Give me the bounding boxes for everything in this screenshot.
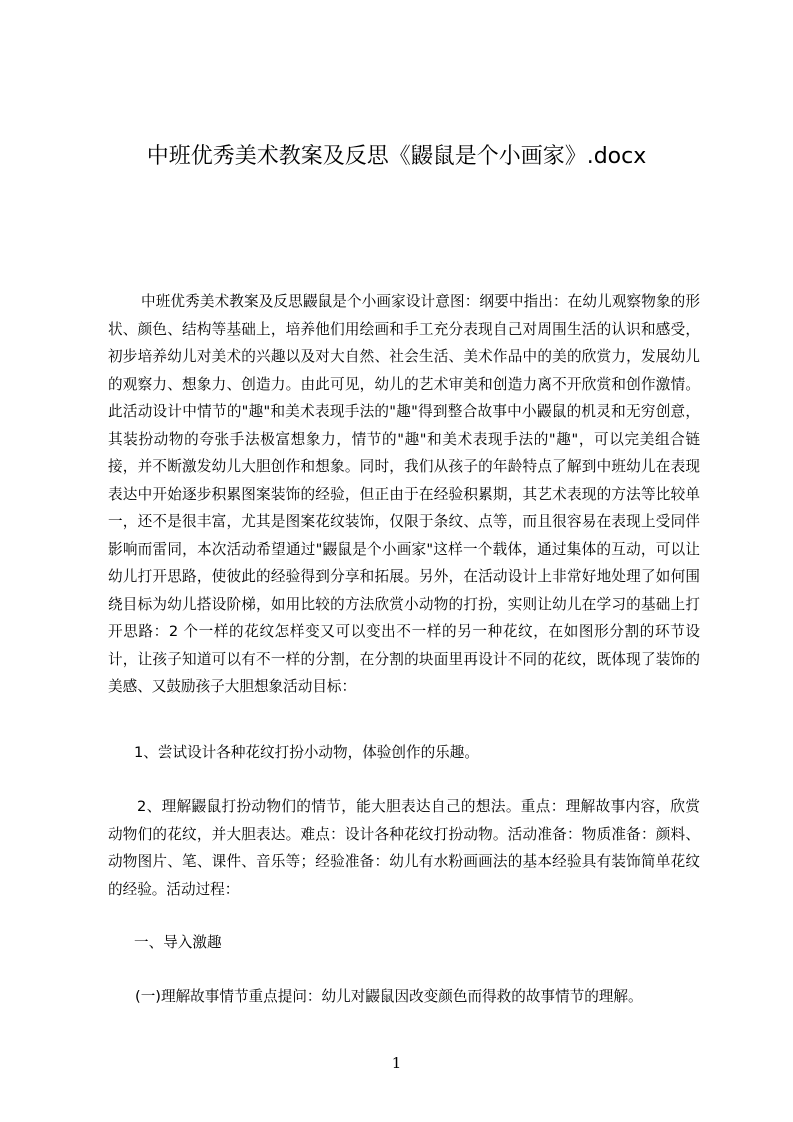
paragraph-goal-2: 2、理解鼹鼠打扮动物们的情节，能大胆表达自己的想法。重点：理解故事内容，欣赏动物们的花纹，并大胆表达。难点：设计各种花纹打扮动物。活动准备：物质准备：颜料、动物图片、笔、课件、音乐等；经验准备：幼儿有水粉画画法的基本经验具有装饰简单花纹的经验。活动过程：	[108, 798, 700, 898]
document-title: 中班优秀美术教案及反思《鼹鼠是个小画家》.docx	[146, 144, 647, 169]
paragraph-goal-1: 1、尝试设计各种花纹打扮小动物，体验创作的乐趣。	[134, 744, 479, 761]
paragraph-story-question: (一)理解故事情节重点提问：幼儿对鼹鼠因改变颜色而得救的故事情节的理解。	[135, 988, 643, 1005]
paragraph-design-intent: 中班优秀美术教案及反思鼹鼠是个小画家设计意图：纲要中指出：在幼儿观察物象的形状、颜色、结构等基础上，培养他们用绘画和手工充分表现自己对周围生活的认识和感受，初步培养幼儿对美术的兴趣以及对大自然、社会生活、美术作品中的美的欣赏力，发展幼儿的观察力、想象力、创造力。由此可见，幼儿的艺术审美和创造力离不开欣赏和创作激情。此活动设计中情节的"趣"和美术表现手法的"趣"得到整合故事中小鼹鼠的机灵和无穷创意，其装扮动物的夸张手法极富想象力，情节的"趣"和美术表现手法的"趣"，可以完美组合链接，并不断激发幼儿大胆创作和想象。同时，我们从孩子的年龄特点了解到中班幼儿在表现表达中开始逐步积累图案装饰的经验，但正由于在经验积累期，其艺术表现的方法等比较单一，还不是很丰富，尤其是图案花纹装饰，仅限于条纹、点等，而且很容易在表现上受同伴影响而雷同，本次活动希望通过"鼹鼠是个小画家"这样一个载体，通过集体的互动，可以让幼儿打开思路，使彼此的经验得到分享和拓展。另外，在活动设计上非常好地处理了如何围绕目标为幼儿搭设阶梯，如用比较的方法欣赏小动物的打扮，实则让幼儿在学习的基础上打开思路：2 个一样的花纹怎样变又可以变出不一样的另一种花纹，在如图形分割的环节设计，让孩子知道可以有不一样的分割，在分割的块面里再设计不同的花纹，既体现了装饰的美感、又鼓励孩子大胆想象活动目标：	[108, 293, 700, 695]
page-number: 1	[391, 1054, 402, 1072]
section-heading-intro: 一、导入激趣	[134, 934, 222, 951]
